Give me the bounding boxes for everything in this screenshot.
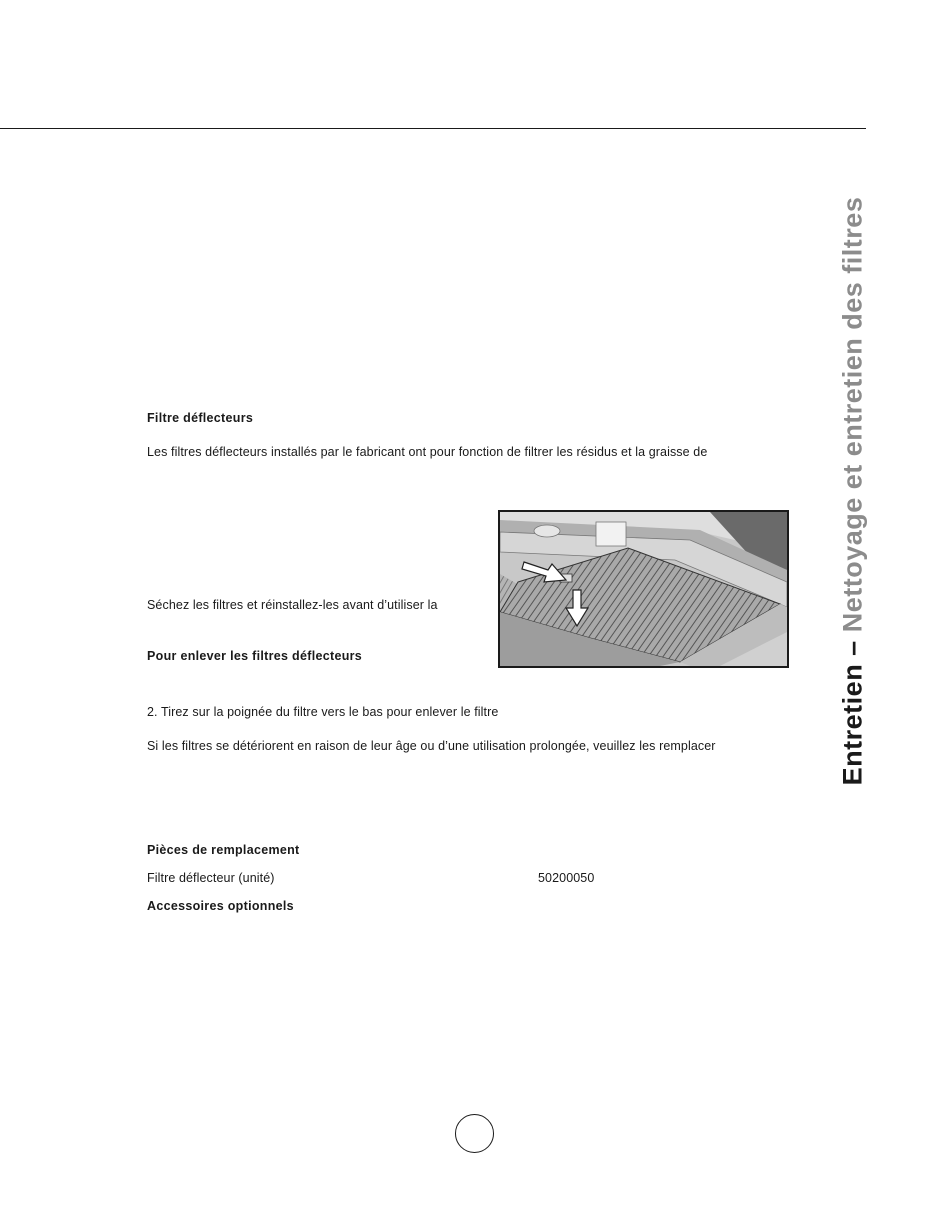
side-title-main: Entretien –: [837, 632, 868, 786]
step-2-text: 2. Tirez sur la poignée du filtre vers le bas pour enlever le filtre: [147, 705, 499, 719]
side-title: [838, 197, 869, 786]
replacement-parts-heading: Pièces de remplacement: [147, 843, 300, 857]
remove-filters-heading: Pour enlever les filtres déflecteurs: [147, 649, 363, 663]
optional-accessories-heading: Accessoires optionnels: [147, 899, 294, 913]
baffle-filter-removal-illustration: [498, 510, 789, 668]
dry-filters-text: Séchez les filtres et réinstallez-les avant d’utiliser la: [147, 598, 438, 612]
page-number-circle: [455, 1114, 494, 1153]
replace-filters-text: Si les filtres se détériorent en raison de leur âge ou d’une utilisation prolongée, veuillez les remplacer: [147, 739, 716, 753]
header-rule: [0, 128, 866, 129]
part-code: 50200050: [538, 871, 595, 885]
illustration-svg: [500, 512, 787, 666]
baffle-filter-intro: Les filtres déflecteurs installés par le fabricant ont pour fonction de filtrer les résidus et la graisse de: [147, 445, 708, 459]
baffle-filter-heading: Filtre déflecteurs: [147, 411, 254, 425]
side-title-sub: Nettoyage et entretien des filtres: [837, 196, 868, 633]
part-name: Filtre déflecteur (unité): [147, 871, 275, 885]
